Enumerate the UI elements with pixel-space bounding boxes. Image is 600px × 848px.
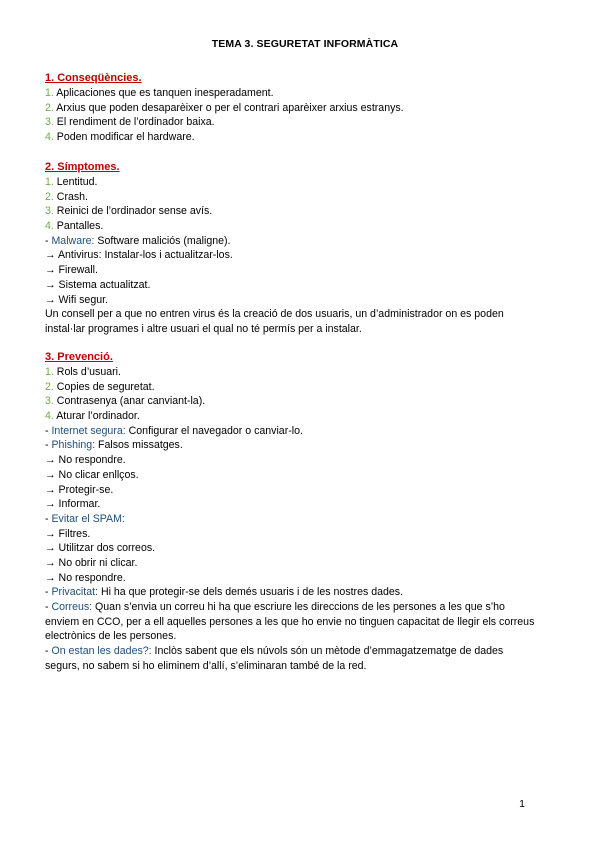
definition-line: - Malware: Software maliciós (maligne). (45, 234, 231, 247)
paragraph-line: segurs, no sabem si ho eliminem d’allí, s’eliminaran també de la red. (45, 659, 367, 672)
section-prevencio (45, 350, 565, 673)
paragraph-line: enviem en CCO, per a ell aquelles persones a les que ho envie no tinguen capacitat de llegir els correus (45, 615, 535, 628)
definition-line: - Phishing: Falsos missatges. (45, 439, 183, 452)
list-item: 1. Aplicaciones que es tanquen inesperadament. (45, 87, 274, 99)
list-item: 4. Aturar l’ordinador. (45, 410, 140, 423)
section-consequencies (45, 71, 565, 145)
list-item: 3. Contrasenya (anar canviant-la). (45, 395, 206, 408)
arrow-item: → Firewall. (45, 264, 98, 277)
arrow-item: → Wifi segur. (45, 293, 108, 306)
arrow-item: → No respondre. (45, 454, 126, 467)
list-item: 3. Reinici de l’ordinador sense avís. (45, 205, 213, 218)
document-title: TEMA 3. SEGURETAT INFORMÀTICA (211, 38, 399, 50)
list-item: 4. Poden modificar el hardware. (45, 131, 195, 144)
list-item: 2. Copies de seguretat. (45, 380, 155, 393)
list-item: 4. Pantalles. (45, 220, 104, 233)
section-heading: 3. Prevenció. (45, 351, 113, 363)
list-item: 2. Arxius que poden desaparèixer o per el contrari aparèixer arxius estranys. (45, 101, 404, 114)
arrow-item: → No respondre. (45, 571, 126, 584)
arrow-item: → Protegir-se. (45, 483, 114, 496)
list-item: 1. Lentitud. (45, 176, 98, 188)
section-heading: 1. Conseqüències. (45, 72, 142, 84)
arrow-item: → Antivirus: Instalar-los i actualitzar-los. (45, 249, 233, 262)
paragraph-line: electrònics de les persones. (45, 630, 177, 643)
page-number: 1 (519, 798, 525, 810)
arrow-item: → Filtres. (45, 527, 91, 540)
definition-line: - On estan les dades?: Inclòs sabent que els núvols són un mètode d’emmagatzematge de dades (45, 645, 504, 658)
definition-line: - Privacitat: Hi ha que protegir-se dels demés usuaris i de les nostres dades. (45, 586, 404, 599)
list-item: 3. El rendiment de l’ordinador baixa. (45, 116, 215, 129)
arrow-item: → Utilitzar dos correos. (45, 542, 156, 555)
arrow-item: → No clicar enllços. (45, 468, 139, 481)
section-simptomes (45, 160, 565, 337)
definition-line: - Correus: Quan s’envia un correu hi ha que escriure les direccions de les persones a les que s’ho (45, 601, 505, 613)
list-item: 2. Crash. (45, 190, 88, 203)
list-item: 1. Rols d’usuari. (45, 366, 121, 378)
arrow-item: → Informar. (45, 498, 101, 511)
arrow-item: → Sistema actualitzat. (45, 278, 151, 291)
definition-line: - Evitar el SPAM: (45, 512, 125, 525)
paragraph-line: Un consell per a que no entren virus és la creació de dos usuaris, un d’administrador on es poden (45, 308, 504, 321)
paragraph-line: instal·lar programes i altre usuari el qual no té permís per a instalar. (45, 322, 362, 335)
section-heading: 2. Símptomes. (45, 161, 120, 173)
arrow-item: → No obrir ni clicar. (45, 556, 138, 569)
definition-line: - Internet segura: Configurar el navegador o canviar-lo. (45, 424, 303, 437)
